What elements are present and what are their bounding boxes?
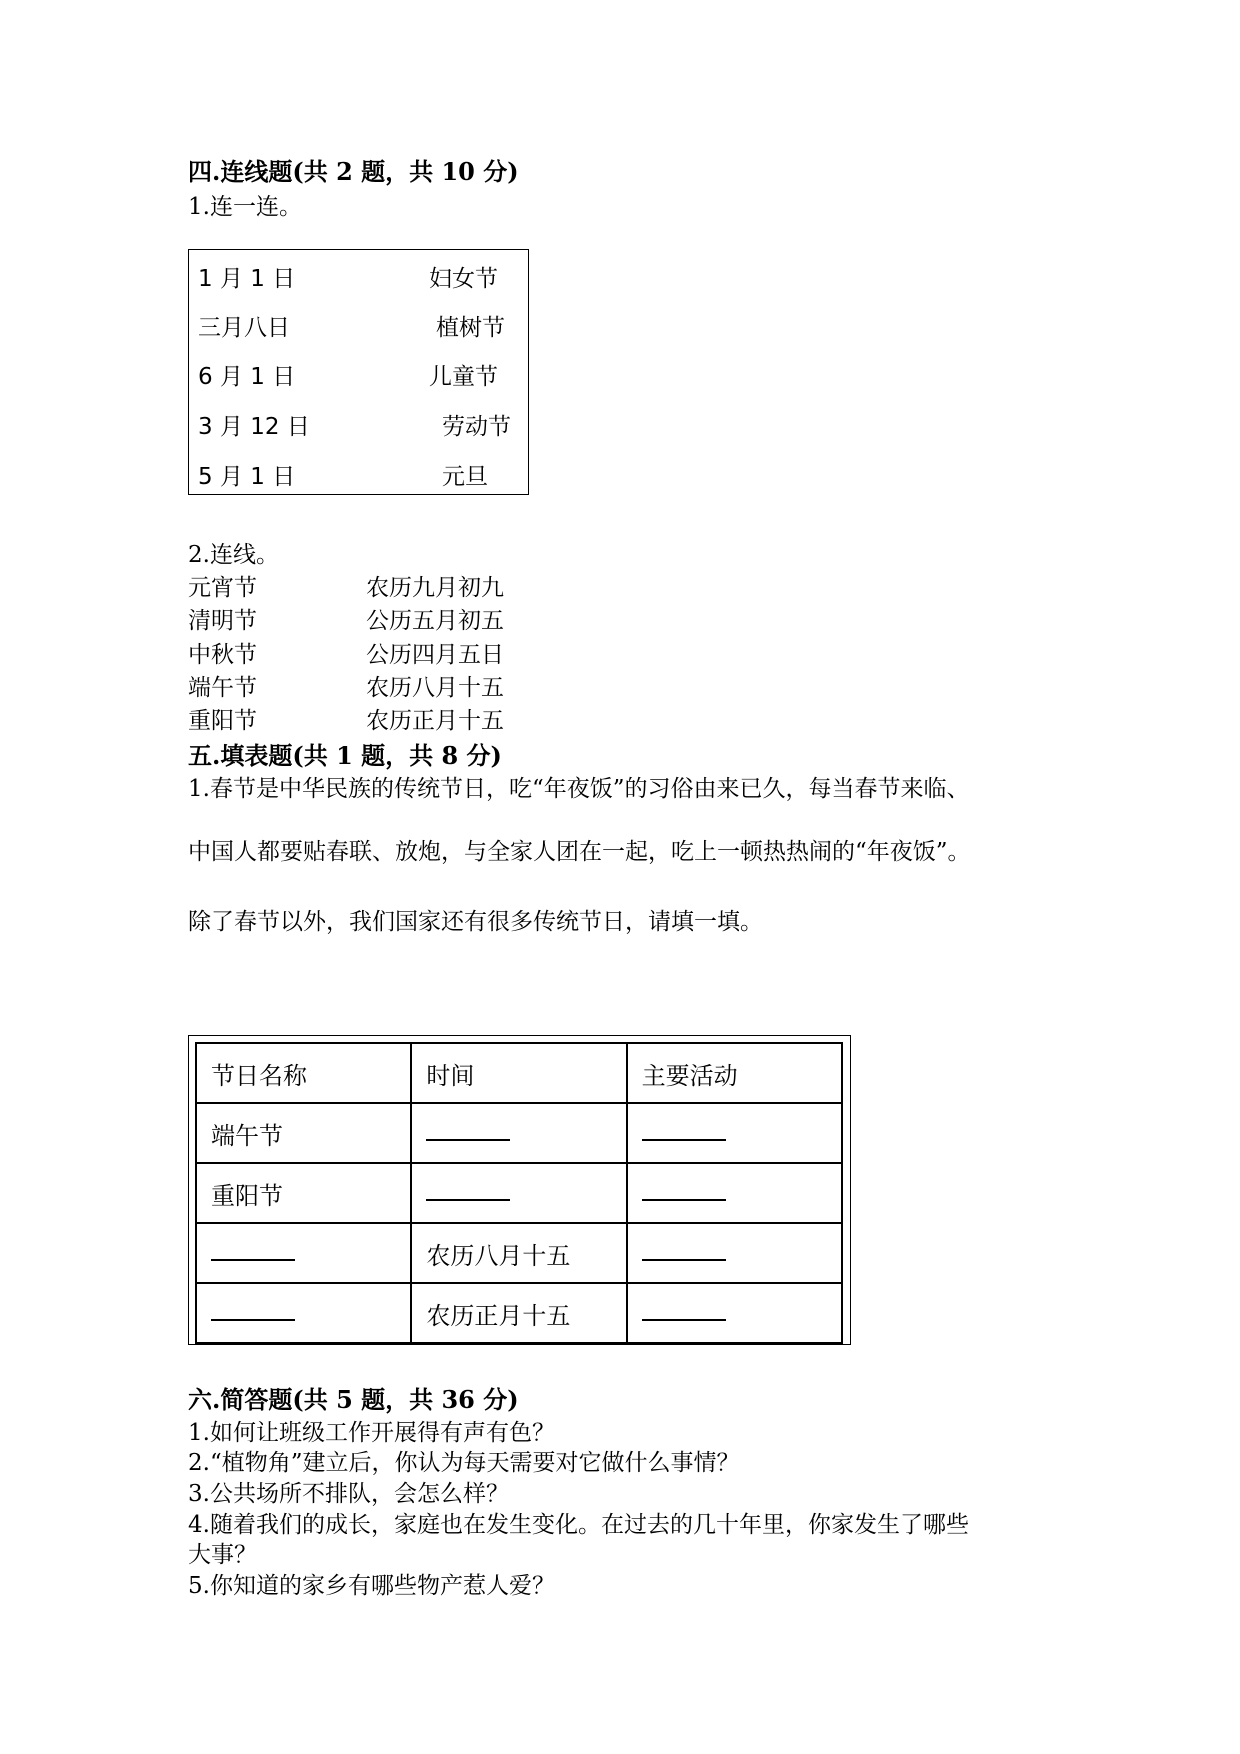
question-item: 3.公共场所不排队，会怎么样？ xyxy=(188,1481,509,1507)
fill-table-frame xyxy=(188,1035,851,1345)
question-item: 2.“植物角”建立后，你认为每天需要对它做什么事情？ xyxy=(188,1450,740,1476)
q2-prompt: 2.连线。 xyxy=(188,542,279,568)
answer-blank[interactable] xyxy=(642,1119,726,1141)
blank-cell[interactable] xyxy=(627,1223,842,1283)
table-cell: 农历正月十五 xyxy=(411,1283,626,1343)
matching-right: 植树节 xyxy=(436,315,505,341)
paragraph-line: 除了春节以外，我们国家还有很多传统节日，请填一填。 xyxy=(188,909,763,935)
blank-cell[interactable] xyxy=(411,1103,626,1163)
blank-cell[interactable] xyxy=(196,1283,411,1343)
matching-right: 劳动节 xyxy=(442,414,511,440)
matching-box xyxy=(188,249,529,495)
match2-left: 端午节 xyxy=(188,675,257,701)
paragraph-line: 1.春节是中华民族的传统节日，吃“年夜饭”的习俗由来已久，每当春节来临、 xyxy=(188,776,970,802)
matching-row xyxy=(189,408,528,438)
q1-prompt: 1.连一连。 xyxy=(188,194,302,220)
match2-right: 农历八月十五 xyxy=(366,675,504,701)
matching-row xyxy=(189,260,528,290)
question-item-continuation: 大事？ xyxy=(188,1542,257,1568)
answer-blank[interactable] xyxy=(211,1239,295,1261)
blank-cell[interactable] xyxy=(196,1223,411,1283)
match2-right: 农历九月初九 xyxy=(366,575,504,601)
paragraph-line: 中国人都要贴春联、放炮，与全家人团在一起，吃上一顿热热闹的“年夜饭”。 xyxy=(188,839,971,865)
question-item: 1.如何让班级工作开展得有声有色？ xyxy=(188,1420,555,1446)
table-header-row xyxy=(196,1043,842,1103)
answer-blank[interactable] xyxy=(426,1119,510,1141)
matching-left: 1 月 1 日 xyxy=(198,266,296,292)
fill-table xyxy=(195,1042,843,1344)
question-item: 5.你知道的家乡有哪些物产惹人爱？ xyxy=(188,1573,555,1599)
table-header-cell: 时间 xyxy=(411,1043,626,1103)
section6-heading: 六.简答题(共 5 题，共 36 分) xyxy=(188,1385,519,1414)
blank-cell[interactable] xyxy=(411,1163,626,1223)
matching-left: 6 月 1 日 xyxy=(198,364,296,390)
answer-blank[interactable] xyxy=(642,1239,726,1261)
match2-right: 农历正月十五 xyxy=(366,708,504,734)
matching-left: 3 月 12 日 xyxy=(198,414,310,440)
table-row xyxy=(196,1163,842,1223)
answer-blank[interactable] xyxy=(426,1179,510,1201)
answer-blank[interactable] xyxy=(642,1299,726,1321)
matching-right: 元旦 xyxy=(442,464,488,490)
table-row xyxy=(196,1223,842,1283)
blank-cell[interactable] xyxy=(627,1103,842,1163)
blank-cell[interactable] xyxy=(627,1163,842,1223)
matching-row xyxy=(189,309,528,339)
answer-blank[interactable] xyxy=(642,1179,726,1201)
answer-blank[interactable] xyxy=(211,1299,295,1321)
table-cell: 重阳节 xyxy=(196,1163,411,1223)
matching-row xyxy=(189,458,528,488)
table-cell: 端午节 xyxy=(196,1103,411,1163)
match2-right: 公历四月五日 xyxy=(366,642,504,668)
table-header-cell: 主要活动 xyxy=(627,1043,842,1103)
question-item: 4.随着我们的成长，家庭也在发生变化。在过去的几十年里，你家发生了哪些 xyxy=(188,1512,969,1538)
section5-heading: 五.填表题(共 1 题，共 8 分) xyxy=(188,741,502,770)
table-row xyxy=(196,1283,842,1343)
match2-left: 清明节 xyxy=(188,608,257,634)
matching-left: 三月八日 xyxy=(198,315,290,341)
blank-cell[interactable] xyxy=(627,1283,842,1343)
matching-left: 5 月 1 日 xyxy=(198,464,296,490)
match2-left: 中秋节 xyxy=(188,642,257,668)
match2-right: 公历五月初五 xyxy=(366,608,504,634)
match2-left: 元宵节 xyxy=(188,575,257,601)
matching-right: 妇女节 xyxy=(429,266,498,292)
match2-left: 重阳节 xyxy=(188,708,257,734)
table-row xyxy=(196,1103,842,1163)
table-cell: 农历八月十五 xyxy=(411,1223,626,1283)
section4-heading: 四.连线题(共 2 题，共 10 分) xyxy=(188,157,519,186)
table-header-cell: 节日名称 xyxy=(196,1043,411,1103)
matching-row xyxy=(189,358,528,388)
matching-right: 儿童节 xyxy=(429,364,498,390)
